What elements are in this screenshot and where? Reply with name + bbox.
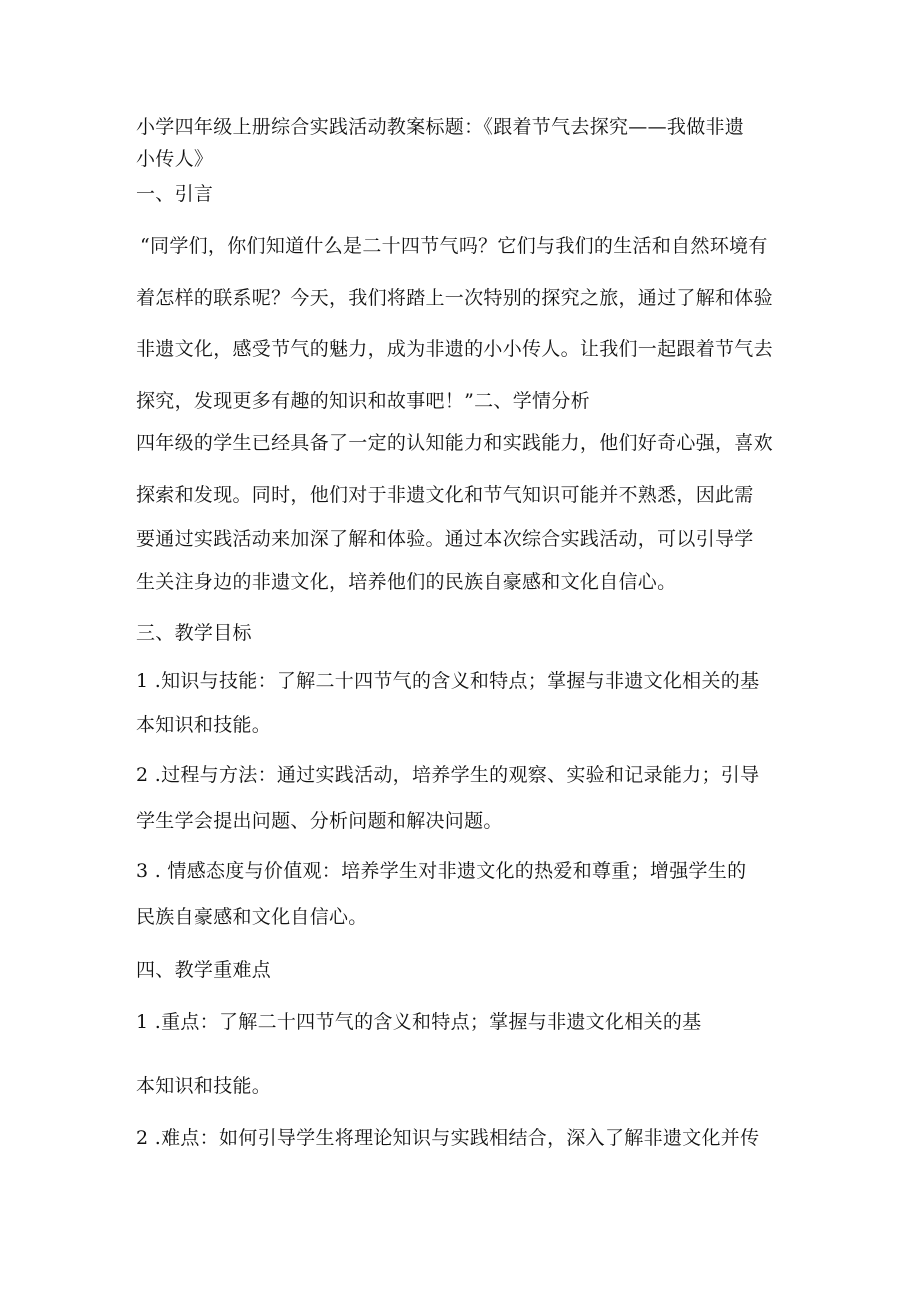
goal-list-line: 3 . 情感态度与价值观：培养学生对非遗文化的热爱和尊重；增强学生的: [136, 860, 747, 882]
document-title-line-1: 小学四年级上册综合实践活动教案标题：《跟着节气去探究——我做非遗: [136, 116, 745, 138]
goal-list-line: 1 .知识与技能：了解二十四节气的含义和特点；掌握与非遗文化相关的基: [136, 670, 760, 692]
document-title-line-2: 小传人》: [136, 148, 214, 170]
intro-paragraph-line: 着怎样的联系呢？今天，我们将踏上一次特别的探究之旅，通过了解和体验: [136, 287, 773, 309]
keypoint-list-line: 2 .难点：如何引导学生将理论知识与实践相结合，深入了解非遗文化并传: [136, 1127, 760, 1149]
goal-list-line: 2 .过程与方法：通过实践活动，培养学生的观察、实验和记录能力；引导: [136, 764, 760, 786]
keypoint-list-line: 1 .重点：了解二十四节气的含义和特点；掌握与非遗文化相关的基: [136, 1011, 702, 1033]
intro-paragraph-line: 非遗文化，感受节气的魅力，成为非遗的小小传人。让我们一起跟着节气去: [136, 338, 773, 360]
section-heading-introduction: 一、引言: [136, 183, 214, 205]
goal-list-line: 本知识和技能。: [136, 714, 272, 736]
section-heading-key-difficult-points: 四、教学重难点: [136, 959, 272, 981]
analysis-paragraph-line: 四年级的学生已经具备了一定的认知能力和实践能力，他们好奇心强，喜欢: [136, 432, 773, 454]
keypoint-list-line: 本知识和技能。: [136, 1075, 272, 1097]
goal-list-line: 学生学会提出问题、分析问题和解决问题。: [136, 810, 503, 832]
intro-paragraph-line: “同学们，你们知道什么是二十四节气吗？它们与我们的生活和自然环境有: [140, 235, 768, 257]
section-heading-teaching-goals: 三、教学目标: [136, 622, 252, 644]
intro-paragraph-line: 探究，发现更多有趣的知识和故事吧！”二、学情分析: [136, 390, 590, 412]
goal-list-line: 民族自豪感和文化自信心。: [136, 906, 368, 928]
analysis-paragraph-line: 生关注身边的非遗文化，培养他们的民族自豪感和文化自信心。: [136, 571, 677, 593]
analysis-paragraph-line: 探索和发现。同时，他们对于非遗文化和节气知识可能并不熟悉，因此需: [136, 484, 754, 506]
analysis-paragraph-line: 要通过实践活动来加深了解和体验。通过本次综合实践活动，可以引导学: [136, 528, 754, 550]
